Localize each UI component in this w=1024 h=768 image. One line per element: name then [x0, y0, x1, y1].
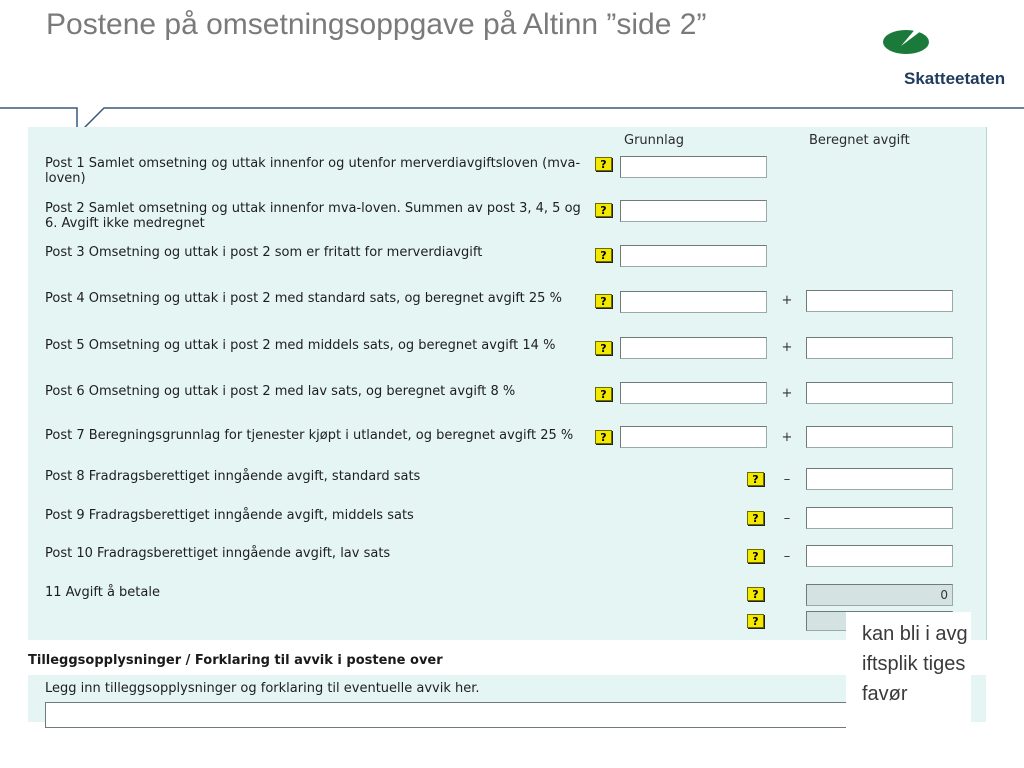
post-10-avgift-input[interactable] — [806, 545, 953, 567]
post-2-label: Post 2 Samlet omsetning og uttak innenfor mva-loven. Summen av post 3, 4, 5 og 6. Avgift ikke medregnet — [45, 201, 581, 231]
post-4-avgift-input[interactable] — [806, 290, 953, 312]
help-icon-post-1[interactable]: ? — [595, 157, 612, 171]
help-icon-post-9[interactable]: ? — [747, 511, 764, 525]
help-icon-post-6[interactable]: ? — [595, 387, 612, 401]
plus-sign-post-4: + — [781, 293, 793, 308]
post-9-avgift-input[interactable] — [806, 507, 953, 529]
post-7-avgift-input[interactable] — [806, 426, 953, 448]
post-3-grunnlag-input[interactable] — [620, 245, 767, 267]
post-6-grunnlag-input[interactable] — [620, 382, 767, 404]
post-6-avgift-input[interactable] — [806, 382, 953, 404]
column-header-grunnlag: Grunnlag — [624, 133, 684, 148]
post-6-label: Post 6 Omsetning og uttak i post 2 med lav sats, og beregnet avgift 8 % — [45, 384, 516, 399]
skatteetaten-logo — [872, 22, 1022, 92]
post-2-grunnlag-input[interactable] — [620, 200, 767, 222]
post-3-label: Post 3 Omsetning og uttak i post 2 som er fritatt for merverdiavgift — [45, 245, 483, 260]
post-8-label: Post 8 Fradragsberettiget inngående avgift, standard sats — [45, 469, 421, 484]
help-icon-post-4[interactable]: ? — [595, 294, 612, 308]
header-divider — [0, 100, 1024, 130]
post-7-label: Post 7 Beregningsgrunnlag for tjenester kjøpt i utlandet, og beregnet avgift 25 % — [45, 428, 574, 443]
slide-note: kan bli i avgiftsplik tiges favør — [862, 623, 968, 705]
post-5-label: Post 5 Omsetning og uttak i post 2 med middels sats, og beregnet avgift 14 % — [45, 338, 556, 353]
help-icon-post-3[interactable]: ? — [595, 248, 612, 262]
help-icon-post-8[interactable]: ? — [747, 472, 764, 486]
column-header-beregnet-avgift: Beregnet avgift — [809, 133, 910, 148]
post-1-label: Post 1 Samlet omsetning og uttak innenfor og utenfor merverdiavgiftsloven (mva-loven) — [45, 156, 581, 186]
post-5-avgift-input[interactable] — [806, 337, 953, 359]
post-5-grunnlag-input[interactable] — [620, 337, 767, 359]
post-4-label: Post 4 Omsetning og uttak i post 2 med standard sats, og beregnet avgift 25 % — [45, 291, 562, 306]
post-1-grunnlag-input[interactable] — [620, 156, 767, 178]
help-icon-post-10[interactable]: ? — [747, 549, 764, 563]
minus-sign-post-9: – — [783, 511, 791, 526]
logo-text: Skatteetaten — [904, 69, 1006, 88]
help-icon-post-5[interactable]: ? — [595, 341, 612, 355]
post-9-label: Post 9 Fradragsberettiget inngående avgift, middels sats — [45, 508, 414, 523]
logo-leaf-icon — [880, 22, 932, 56]
post-7-grunnlag-input[interactable] — [620, 426, 767, 448]
post-4-grunnlag-input[interactable] — [620, 291, 767, 313]
help-icon-post-7[interactable]: ? — [595, 430, 612, 444]
tilleggsopplysninger-title: Tilleggsopplysninger / Forklaring til avvik i postene over — [28, 653, 443, 668]
help-icon-post-2[interactable]: ? — [595, 203, 612, 217]
plus-sign-post-7: + — [781, 430, 793, 445]
plus-sign-post-5: + — [781, 340, 793, 355]
post-10-label: Post 10 Fradragsberettiget inngående avgift, lav sats — [45, 546, 391, 561]
post-11-label: 11 Avgift å betale — [45, 585, 160, 600]
post-8-avgift-input[interactable] — [806, 468, 953, 490]
tilleggsopplysninger-textarea[interactable] — [45, 702, 969, 728]
plus-sign-post-6: + — [781, 386, 793, 401]
minus-sign-post-8: – — [783, 472, 791, 487]
minus-sign-post-10: – — [783, 549, 791, 564]
slide-title: Postene på omsetningsoppgave på Altinn ”side 2” — [46, 8, 707, 41]
tilleggsopplysninger-hint: Legg inn tilleggsopplysninger og forklaring til eventuelle avvik her. — [45, 681, 480, 696]
help-icon-post-11[interactable]: ? — [747, 587, 764, 601]
post-11-avgift-value: 0 — [806, 584, 953, 606]
help-icon-post-12[interactable]: ? — [747, 614, 764, 628]
